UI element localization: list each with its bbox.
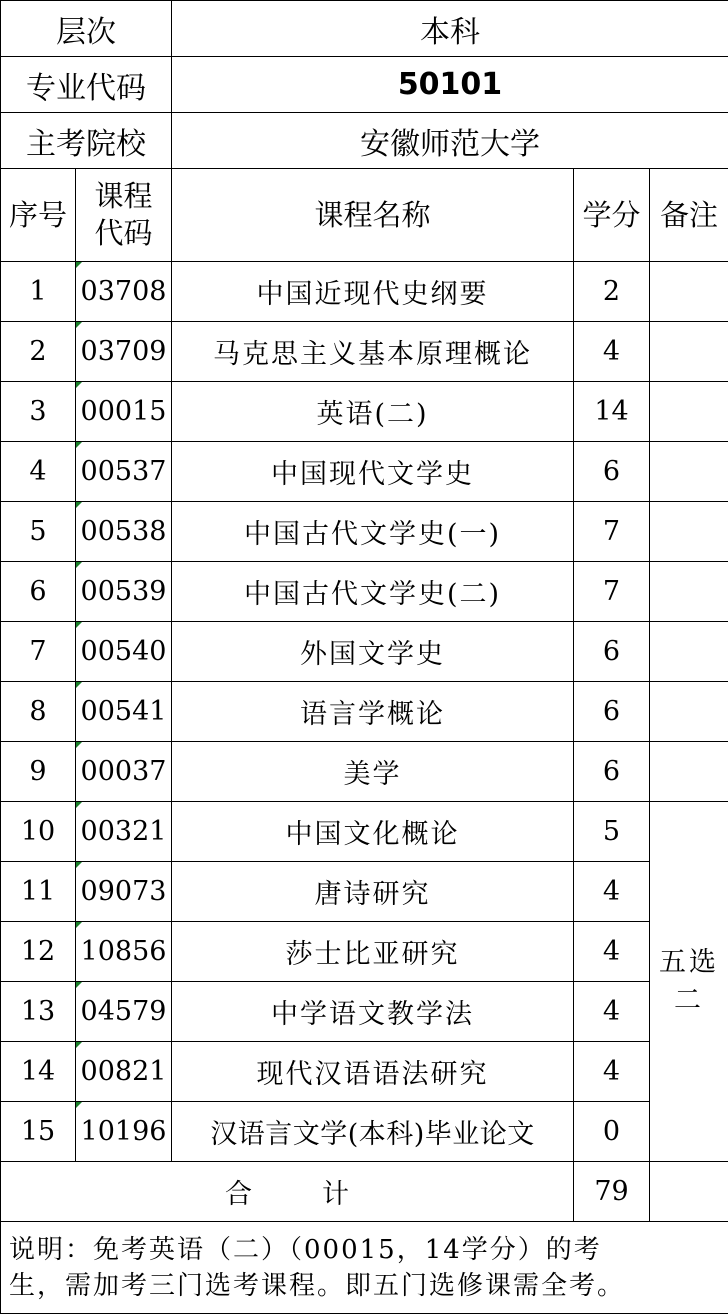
course-code: 10196 — [81, 1116, 167, 1147]
course-code: 00321 — [81, 816, 167, 847]
course-name: 中国古代文学史(一) — [172, 502, 574, 562]
course-credits: 7 — [574, 562, 650, 622]
column-header-index: 序号 — [1, 169, 76, 262]
cell-corner-marker — [76, 382, 82, 388]
course-code-cell — [76, 262, 172, 322]
course-code-cell — [76, 1102, 172, 1162]
table-row — [1, 922, 728, 982]
column-header-code-line1: 课程 — [94, 179, 152, 213]
column-header-credits: 学分 — [574, 169, 650, 262]
explanation-note — [1, 1222, 728, 1314]
course-name: 中国近现代史纲要 — [172, 262, 574, 322]
major-code-value: 50101 — [172, 57, 728, 113]
course-credits: 6 — [574, 622, 650, 682]
course-credits: 2 — [574, 262, 650, 322]
table-row — [1, 502, 728, 562]
course-code: 03709 — [81, 336, 167, 367]
explanation-line1: 说明：免考英语（二）（00015，14学分）的考 — [9, 1235, 602, 1265]
course-index: 14 — [1, 1042, 76, 1102]
course-index: 8 — [1, 682, 76, 742]
total-credits: 79 — [574, 1162, 650, 1222]
table-row — [1, 562, 728, 622]
course-index: 6 — [1, 562, 76, 622]
total-note — [650, 1162, 728, 1222]
total-row — [1, 1162, 728, 1222]
school-value: 安徽师范大学 — [172, 113, 728, 169]
table-row — [1, 1102, 728, 1162]
course-name: 外国文学史 — [172, 622, 574, 682]
course-index: 7 — [1, 622, 76, 682]
column-header-name: 课程名称 — [172, 169, 574, 262]
column-header-code — [76, 169, 172, 262]
course-note — [650, 682, 728, 742]
cell-corner-marker — [76, 682, 82, 688]
course-code: 09073 — [81, 876, 167, 907]
course-code: 00538 — [81, 516, 167, 547]
course-credits: 4 — [574, 982, 650, 1042]
course-name: 中国文化概论 — [172, 802, 574, 862]
course-index: 13 — [1, 982, 76, 1042]
course-note — [650, 502, 728, 562]
level-value: 本科 — [172, 1, 728, 57]
cell-corner-marker — [76, 1042, 82, 1048]
course-note — [650, 742, 728, 802]
total-label — [1, 1162, 574, 1222]
course-code-cell — [76, 442, 172, 502]
course-credits: 6 — [574, 742, 650, 802]
course-code: 00539 — [81, 576, 167, 607]
course-note — [650, 262, 728, 322]
level-label: 层次 — [1, 1, 172, 57]
cell-corner-marker — [76, 262, 82, 268]
course-code-cell — [76, 562, 172, 622]
total-label-part2: 计 — [322, 1179, 349, 1210]
course-name: 语言学概论 — [172, 682, 574, 742]
course-name: 现代汉语语法研究 — [172, 1042, 574, 1102]
course-name: 汉语言文学(本科)毕业论文 — [172, 1102, 574, 1162]
elective-note-line1: 五选 — [659, 947, 719, 978]
course-code-cell — [76, 742, 172, 802]
table-row — [1, 322, 728, 382]
course-note — [650, 382, 728, 442]
cell-corner-marker — [76, 442, 82, 448]
course-name: 莎士比亚研究 — [172, 922, 574, 982]
cell-corner-marker — [76, 562, 82, 568]
course-credits: 5 — [574, 802, 650, 862]
cell-corner-marker — [76, 982, 82, 988]
elective-note — [650, 802, 728, 1162]
table-row — [1, 742, 728, 802]
course-code-cell — [76, 802, 172, 862]
course-code-cell — [76, 1042, 172, 1102]
course-code: 00821 — [81, 1056, 167, 1087]
course-code-cell — [76, 922, 172, 982]
cell-corner-marker — [76, 922, 82, 928]
course-index: 3 — [1, 382, 76, 442]
course-code-cell — [76, 862, 172, 922]
course-index: 1 — [1, 262, 76, 322]
course-credits: 4 — [574, 322, 650, 382]
course-name: 中国古代文学史(二) — [172, 562, 574, 622]
table-row — [1, 262, 728, 322]
elective-note-line2: 二 — [674, 985, 704, 1016]
course-code: 00037 — [81, 756, 167, 787]
table-row — [1, 622, 728, 682]
course-index: 9 — [1, 742, 76, 802]
course-index: 10 — [1, 802, 76, 862]
table-row — [1, 982, 728, 1042]
course-code-cell — [76, 982, 172, 1042]
explanation-line2: 生，需加考三门选考课程。即五门选修课需全考。 — [9, 1271, 625, 1301]
course-code: 00015 — [81, 396, 167, 427]
cell-corner-marker — [76, 862, 82, 868]
course-index: 12 — [1, 922, 76, 982]
course-credits: 0 — [574, 1102, 650, 1162]
course-name: 英语(二) — [172, 382, 574, 442]
course-code-cell — [76, 622, 172, 682]
course-note — [650, 322, 728, 382]
major-code-label: 专业代码 — [1, 57, 172, 113]
course-index: 4 — [1, 442, 76, 502]
course-code: 00540 — [81, 636, 167, 667]
course-index: 15 — [1, 1102, 76, 1162]
course-code: 10856 — [81, 936, 167, 967]
cell-corner-marker — [76, 322, 82, 328]
column-header-code-line2: 代码 — [94, 216, 152, 250]
course-code: 00537 — [81, 456, 167, 487]
school-label: 主考院校 — [1, 113, 172, 169]
course-code-cell — [76, 322, 172, 382]
course-credits: 4 — [574, 1042, 650, 1102]
course-note — [650, 442, 728, 502]
total-label-part1: 合 — [225, 1179, 252, 1210]
course-code-cell — [76, 382, 172, 442]
course-note — [650, 562, 728, 622]
table-row — [1, 862, 728, 922]
cell-corner-marker — [76, 622, 82, 628]
column-header-note: 备注 — [650, 169, 728, 262]
course-index: 11 — [1, 862, 76, 922]
course-credits: 14 — [574, 382, 650, 442]
course-credits: 4 — [574, 862, 650, 922]
table-row — [1, 682, 728, 742]
course-credits: 4 — [574, 922, 650, 982]
course-name: 中学语文教学法 — [172, 982, 574, 1042]
table-row — [1, 442, 728, 502]
course-credits: 6 — [574, 442, 650, 502]
course-name: 美学 — [172, 742, 574, 802]
cell-corner-marker — [76, 742, 82, 748]
cell-corner-marker — [76, 802, 82, 808]
course-index: 2 — [1, 322, 76, 382]
course-code: 04579 — [81, 996, 167, 1027]
course-index: 5 — [1, 502, 76, 562]
course-code-cell — [76, 502, 172, 562]
course-code-cell — [76, 682, 172, 742]
course-credits: 7 — [574, 502, 650, 562]
course-name: 唐诗研究 — [172, 862, 574, 922]
course-code: 03708 — [81, 276, 167, 307]
course-note — [650, 622, 728, 682]
course-name: 马克思主义基本原理概论 — [172, 322, 574, 382]
cell-corner-marker — [76, 502, 82, 508]
course-name: 中国现代文学史 — [172, 442, 574, 502]
table-row — [1, 1042, 728, 1102]
table-row — [1, 802, 728, 862]
course-credits: 6 — [574, 682, 650, 742]
table-row — [1, 382, 728, 442]
course-code: 00541 — [81, 696, 167, 727]
cell-corner-marker — [76, 1102, 82, 1108]
